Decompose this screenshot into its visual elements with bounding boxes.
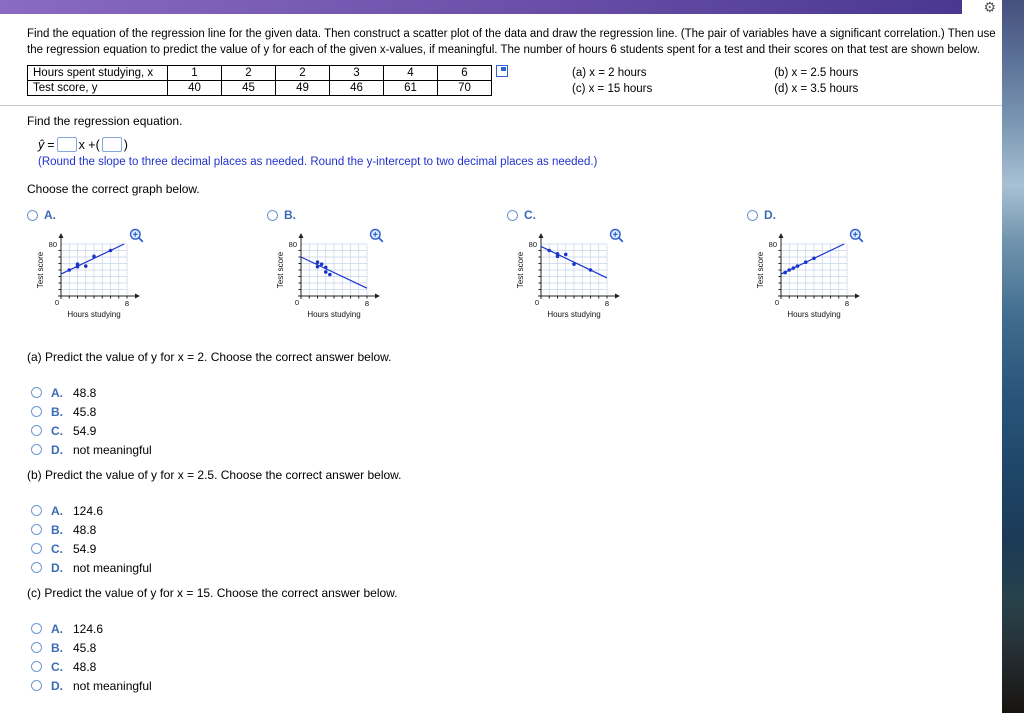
x-value-cell: 1 xyxy=(168,66,222,81)
radio-graph-a[interactable] xyxy=(27,210,38,221)
radio-qa-choice-a[interactable] xyxy=(31,387,42,398)
choice-row xyxy=(31,558,1002,577)
svg-text:Test score: Test score xyxy=(756,251,765,289)
copy-data-icon-inner xyxy=(501,67,506,71)
choice-letter: B. xyxy=(51,640,63,655)
choice-letter: A. xyxy=(51,621,63,636)
radio-qc-choice-c[interactable] xyxy=(31,661,42,672)
choice-text: not meaningful xyxy=(73,442,152,457)
choice-text: 54.9 xyxy=(73,541,97,556)
graph-option-d-letter: D. xyxy=(764,208,776,222)
section-divider xyxy=(0,105,1002,106)
graph-c xyxy=(511,230,643,326)
choice-row xyxy=(31,421,1002,440)
graph-option-c xyxy=(507,208,747,326)
graph-option-d-head xyxy=(747,208,987,222)
radio-qc-choice-b[interactable] xyxy=(31,642,42,653)
x-values-column-2 xyxy=(774,65,858,97)
svg-text:80: 80 xyxy=(528,240,537,249)
copy-data-icon[interactable] xyxy=(496,65,508,77)
choice-row xyxy=(31,440,1002,459)
radio-qa-choice-d[interactable] xyxy=(31,444,42,455)
y-value-cell: 70 xyxy=(438,81,492,96)
x-value-c: (c) x = 15 hours xyxy=(572,83,653,95)
equation-open-paren: ( xyxy=(95,137,100,152)
slope-input[interactable] xyxy=(57,137,77,152)
choice-letter: B. xyxy=(51,404,63,419)
y-value-cell: 49 xyxy=(276,81,330,96)
choice-letter: C. xyxy=(51,423,63,438)
radio-graph-b[interactable] xyxy=(267,210,278,221)
svg-text:8: 8 xyxy=(364,299,370,308)
table-row xyxy=(28,81,492,96)
choice-text: 48.8 xyxy=(73,522,97,537)
x-value-cell: 4 xyxy=(384,66,438,81)
choice-row xyxy=(31,501,1002,520)
choice-row xyxy=(31,619,1002,638)
svg-text:8: 8 xyxy=(604,299,610,308)
graph-options-row xyxy=(27,208,1002,326)
svg-text:Test score: Test score xyxy=(276,251,285,289)
svg-text:0: 0 xyxy=(534,298,539,307)
graph-option-a-letter: A. xyxy=(44,208,56,222)
radio-graph-d[interactable] xyxy=(747,210,758,221)
question-b-prompt: (b) Predict the value of y for x = 2.5. Choose the correct answer below. xyxy=(27,468,402,482)
window-topbar xyxy=(0,0,1002,14)
choice-text: not meaningful xyxy=(73,678,152,693)
regression-equation xyxy=(38,137,1002,152)
zoom-graph-icon[interactable] xyxy=(849,228,864,248)
svg-text:Test score: Test score xyxy=(516,251,525,289)
question-b-choices xyxy=(31,501,1002,577)
question-c-choices xyxy=(31,619,1002,695)
graph-a xyxy=(31,230,163,326)
svg-text:8: 8 xyxy=(124,299,130,308)
choice-row xyxy=(31,383,1002,402)
equation-mid: x + xyxy=(78,137,96,152)
choice-row xyxy=(31,657,1002,676)
svg-text:0: 0 xyxy=(54,298,59,307)
choice-letter: C. xyxy=(51,659,63,674)
equation-lhs: ŷ xyxy=(38,137,45,152)
x-value-cell: 3 xyxy=(330,66,384,81)
choice-row xyxy=(31,520,1002,539)
svg-text:Hours studying: Hours studying xyxy=(67,310,121,319)
choice-letter: D. xyxy=(51,442,63,457)
svg-text:Hours studying: Hours studying xyxy=(787,310,841,319)
choice-text: 124.6 xyxy=(73,621,104,636)
question-a-choices xyxy=(31,383,1002,459)
y-value-cell: 45 xyxy=(222,81,276,96)
choice-row xyxy=(31,676,1002,695)
y-value-cell: 40 xyxy=(168,81,222,96)
row-label-y: Test score, y xyxy=(28,81,168,96)
graph-d xyxy=(751,230,883,326)
y-value-cell: 46 xyxy=(330,81,384,96)
zoom-graph-icon[interactable] xyxy=(369,228,384,248)
problem-statement: Find the equation of the regression line for the given data. Then construct a scatter plot of the data and draw the regression line. (The pair of variables have a significant correlation.) Then use the regression equation to predict the value of y for each of the given x-values, if meaningful. The number of hours 6 students spent for a test and their scores on that test are shown below. xyxy=(27,28,996,56)
question-a-prompt: (a) Predict the value of y for x = 2. Choose the correct answer below. xyxy=(27,350,392,364)
choice-letter: B. xyxy=(51,522,63,537)
svg-text:Hours studying: Hours studying xyxy=(547,310,601,319)
choice-text: not meaningful xyxy=(73,560,152,575)
choice-letter: C. xyxy=(51,541,63,556)
graph-option-a-head xyxy=(27,208,267,222)
question-c-prompt: (c) Predict the value of y for x = 15. Choose the correct answer below. xyxy=(27,586,398,600)
radio-qa-choice-b[interactable] xyxy=(31,406,42,417)
choice-row xyxy=(31,638,1002,657)
equation-close-paren: ) xyxy=(123,137,128,152)
graph-b xyxy=(271,230,403,326)
choice-letter: D. xyxy=(51,678,63,693)
choice-letter: A. xyxy=(51,503,63,518)
x-values-column-1 xyxy=(572,65,652,97)
data-table xyxy=(27,65,492,96)
zoom-graph-icon[interactable] xyxy=(129,228,144,248)
x-value-b: (b) x = 2.5 hours xyxy=(774,67,859,79)
graph-option-c-letter: C. xyxy=(524,208,536,222)
choice-text: 48.8 xyxy=(73,659,97,674)
graph-option-c-head xyxy=(507,208,747,222)
graph-option-b-head xyxy=(267,208,507,222)
table-row xyxy=(28,66,492,81)
x-value-cell: 6 xyxy=(438,66,492,81)
title-bar-gradient xyxy=(0,0,962,14)
equation-equals: = xyxy=(47,137,55,152)
svg-text:80: 80 xyxy=(48,240,57,249)
choice-text: 45.8 xyxy=(73,404,97,419)
svg-text:Hours studying: Hours studying xyxy=(307,310,361,319)
svg-text:80: 80 xyxy=(288,240,297,249)
row-label-x: Hours spent studying, x xyxy=(28,66,168,81)
graph-question-prompt: Choose the correct graph below. xyxy=(27,182,200,196)
x-value-cell: 2 xyxy=(222,66,276,81)
choice-text: 124.6 xyxy=(73,503,104,518)
graph-option-b xyxy=(267,208,507,326)
radio-qc-choice-d[interactable] xyxy=(31,680,42,691)
graph-option-a xyxy=(27,208,267,326)
radio-qb-choice-c[interactable] xyxy=(31,543,42,554)
svg-text:8: 8 xyxy=(844,299,850,308)
y-value-cell: 61 xyxy=(384,81,438,96)
radio-qb-choice-a[interactable] xyxy=(31,505,42,516)
choice-text: 45.8 xyxy=(73,640,97,655)
gear-icon[interactable]: ⚙ xyxy=(983,0,996,15)
intercept-input[interactable] xyxy=(102,137,122,152)
svg-text:0: 0 xyxy=(774,298,779,307)
x-value-cell: 2 xyxy=(276,66,330,81)
choice-row xyxy=(31,402,1002,421)
choice-text: 54.9 xyxy=(73,423,97,438)
x-value-d: (d) x = 3.5 hours xyxy=(774,83,859,95)
x-value-a: (a) x = 2 hours xyxy=(572,67,647,79)
data-section xyxy=(27,65,1002,97)
zoom-graph-icon[interactable] xyxy=(609,228,624,248)
choice-letter: D. xyxy=(51,560,63,575)
radio-qb-choice-b[interactable] xyxy=(31,524,42,535)
choice-row xyxy=(31,539,1002,558)
rounding-note: (Round the slope to three decimal places as needed. Round the y-intercept to two decimal places as needed.) xyxy=(38,156,598,168)
svg-text:Test score: Test score xyxy=(36,251,45,289)
svg-text:80: 80 xyxy=(768,240,777,249)
graph-option-d xyxy=(747,208,987,326)
radio-qa-choice-c[interactable] xyxy=(31,425,42,436)
svg-text:0: 0 xyxy=(294,298,299,307)
radio-graph-c[interactable] xyxy=(507,210,518,221)
graph-option-b-letter: B. xyxy=(284,208,296,222)
choice-text: 48.8 xyxy=(73,385,97,400)
choice-letter: A. xyxy=(51,385,63,400)
regression-prompt: Find the regression equation. xyxy=(27,114,183,128)
gear-area xyxy=(962,0,1002,14)
radio-qb-choice-d[interactable] xyxy=(31,562,42,573)
radio-qc-choice-a[interactable] xyxy=(31,623,42,634)
